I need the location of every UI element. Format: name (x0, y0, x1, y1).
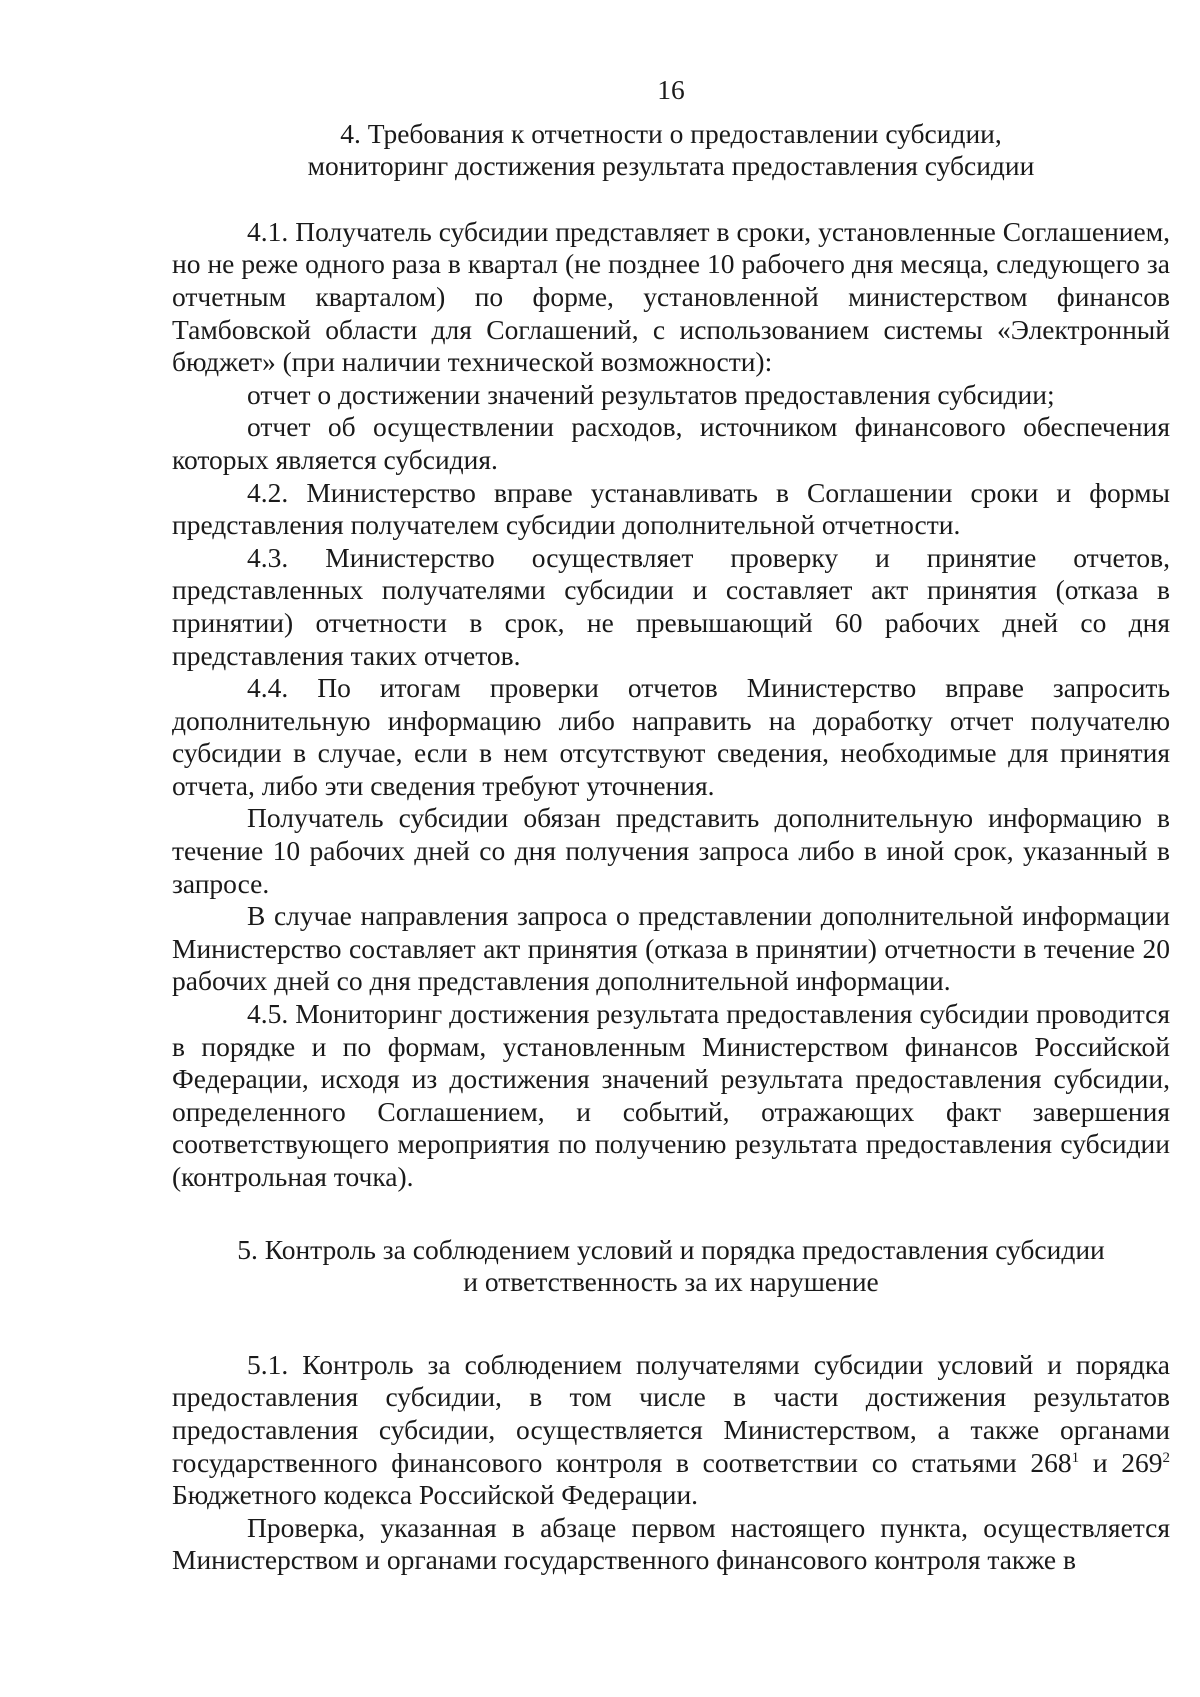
paragraph-4-4-part-3: В случае направления запроса о представлении дополнительной информации Министерство составляет акт принятия (отказа в принятии) отчетности в течение 20 рабочих дней со дня представления дополнительной информации. (172, 900, 1170, 997)
paragraph-4-1-item-2: отчет об осуществлении расходов, источником финансового обеспечения которых является субсидия. (172, 411, 1170, 475)
paragraph-5-1 (172, 1349, 1170, 1512)
section-4-heading-line-1: 4. Требования к отчетности о предоставлении субсидии, (340, 117, 1002, 149)
section-4-heading (172, 118, 1170, 183)
section-4-heading-line-2: мониторинг достижения результата предоставления субсидии (307, 150, 1035, 182)
paragraph-4-4: 4.4. По итогам проверки отчетов Министерство вправе запросить дополнительную информацию либо направить на доработку отчет получателю субсидии в случае, если в нем отсутствуют сведения, необходимые для принятия отчета, либо эти сведения требуют уточнения. (172, 672, 1170, 801)
section-4-body (172, 216, 1170, 1194)
paragraph-5-1-text-c: Бюджетного кодекса Российской Федерации. (172, 1479, 699, 1511)
footnote-mark-2: 2 (1162, 1449, 1170, 1466)
section-5-heading (172, 1234, 1170, 1299)
paragraph-4-3: 4.3. Министерство осуществляет проверку и принятие отчетов, представленных получателями субсидии и составляет акт принятия (отказа в принятии) отчетности в срок, не превышающий 60 рабочих дней со дня представления таких отчетов. (172, 541, 1170, 671)
page-number: 16 (657, 74, 685, 105)
section-5-body (172, 1349, 1170, 1577)
document-page (172, 74, 1170, 1577)
paragraph-4-5: 4.5. Мониторинг достижения результата предоставления субсидии проводится в порядке и по формам, установленным Министерством финансов Российской Федерации, исходя из достижения значений результата предоставления субсидии, определенного Соглашением, и событий, отражающих факт завершения соответствующего мероприятия по получению результата предоставления субсидии (контрольная точка). (172, 998, 1170, 1192)
paragraph-4-2: 4.2. Министерство вправе устанавливать в Соглашении сроки и формы представления получателем субсидии дополнительной отчетности. (172, 476, 1170, 541)
paragraph-5-1-text-a: 5.1. Контроль за соблюдением получателями субсидии условий и порядка предоставления субсидии, в том числе в части достижения результатов предоставления субсидии, осуществляется Министерством, а также органами государственного финансового контроля в соответствии со статьями 268 (172, 1348, 1170, 1478)
section-5-heading-line-2: и ответственность за их нарушение (463, 1266, 879, 1298)
paragraph-4-1-item-1: отчет о достижении значений результатов предоставления субсидии; (247, 378, 1055, 410)
section-5-heading-line-1: 5. Контроль за соблюдением условий и порядка предоставления субсидии (237, 1233, 1105, 1265)
footnote-mark-1: 1 (1071, 1449, 1080, 1466)
paragraph-4-4-part-2: Получатель субсидии обязан представить дополнительную информацию в течение 10 рабочих дней со дня получения запроса либо в иной срок, указанный в запросе. (172, 802, 1170, 899)
paragraph-5-1-part-2: Проверка, указанная в абзаце первом настоящего пункта, осуществляется Министерством и органами государственного финансового контроля также в (172, 1511, 1170, 1576)
paragraph-5-1-text-b: и 269 (1079, 1446, 1163, 1478)
paragraph-4-1: 4.1. Получатель субсидии представляет в сроки, установленные Соглашением, но не реже одного раза в квартал (не позднее 10 рабочего дня месяца, следующего за отчетным кварталом) по форме, установленной министерством финансов Тамбовской области для Соглашений, с использованием системы «Электронный бюджет» (при наличии технической возможности): (172, 215, 1170, 378)
